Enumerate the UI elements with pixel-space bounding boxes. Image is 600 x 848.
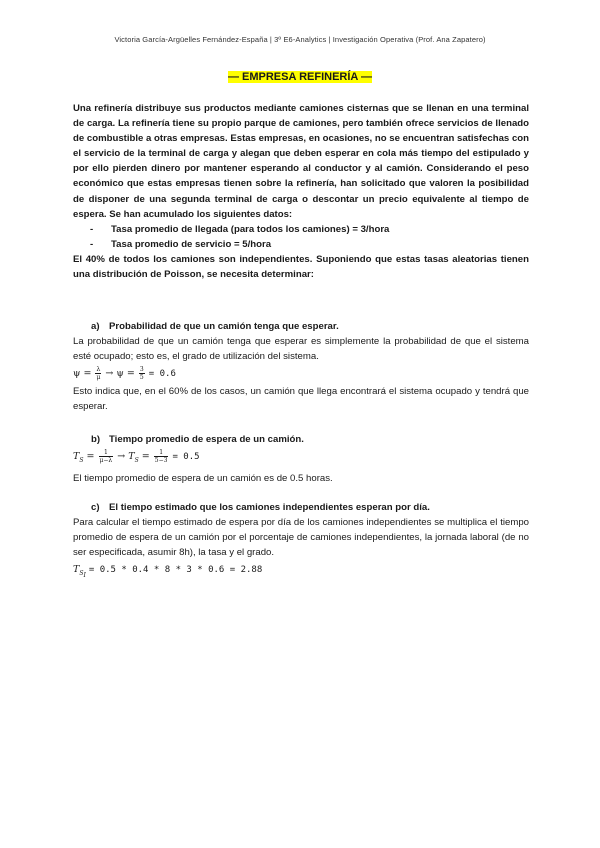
fraction-numerator: λ	[96, 366, 101, 374]
fraction	[99, 449, 114, 464]
title-left-dash: —	[227, 71, 239, 83]
fraction	[139, 366, 145, 381]
section-a	[73, 319, 529, 414]
section-b-number: b)	[91, 434, 101, 445]
fraction-numerator: 1	[99, 449, 114, 457]
section-a-formula	[73, 364, 529, 384]
formula-result: = 0.5	[172, 452, 200, 462]
time-subscript	[79, 570, 86, 580]
subscript-s: S	[79, 570, 84, 578]
equals-sign: =	[83, 368, 92, 380]
time-symbol: T	[73, 451, 80, 462]
section-b	[73, 432, 529, 486]
title-right-dash: —	[361, 71, 373, 83]
equals-sign: =	[141, 451, 150, 462]
section-a-title: Probabilidad de que un camión tenga que esperar.	[109, 321, 339, 332]
section-c	[73, 500, 529, 586]
section-c-formula	[73, 560, 529, 586]
time-symbol: T	[128, 451, 135, 462]
section-b-formula	[73, 447, 529, 471]
section-a-number: a)	[91, 321, 100, 332]
intro-paragraph: Una refinería distribuye sus productos mediante camiones cisternas que se llenan en una terminal de carga. La refinería tiene su propio parque de camiones, pero también ofrece servicios de llenado de combustible a otras empresas. Estas empresas, en ocasiones, no se encuentran satisfechas con el servicio de la terminal de carga y alegan que deben esperar en cola más tiempo del estipulado y por ello pierden dinero por mantener esperando al conductor y al camión. Considerando el peso económico que estas empresas tienen sobre la refinería, han solicitado que valoren la posibilidad de disponer de una segunda terminal de carga o descontar un precio equivalente al tiempo de espera. Se han acumulado los siguientes datos:	[73, 103, 529, 220]
section-a-conclusion: Esto indica que, en el 60% de los casos, un camión que llega encontrará el sistema ocupado y tendrá que esperar.	[73, 386, 529, 413]
section-b-conclusion: El tiempo promedio de espera de un camión es de 0.5 horas.	[73, 472, 333, 484]
section-c-title: El tiempo estimado que los camiones independientes esperan por día.	[109, 502, 430, 513]
equals-sign: =	[126, 368, 135, 380]
document-title	[0, 71, 600, 83]
section-c-heading	[73, 500, 529, 515]
page-header: Victoria García-Argüelles Fernández-España | 3º E6-Analytics | Investigación Operativa (Prof. Ana Zapatero)	[114, 35, 486, 44]
title-text: EMPRESA REFINERÍA	[242, 71, 358, 83]
section-c-text: Para calcular el tiempo estimado de espera por día de los camiones independientes se multiplica el tiempo promedio de espera de un camión por el porcentaje de camiones independientes, la jornada laboral (de no ser especificada, asumir 8h), la tasa y el grado.	[73, 517, 529, 559]
section-b-heading	[73, 432, 529, 447]
equals-sign: =	[86, 451, 95, 462]
data-list	[73, 222, 529, 252]
subscript-i: I	[83, 572, 86, 580]
title-highlight	[228, 71, 372, 83]
psi-symbol: ψ	[73, 368, 81, 380]
fraction-denominator: 5−3	[154, 457, 168, 464]
arrival-rate-text: Tasa promedio de llegada (para todos los camiones) = 3/hora	[111, 223, 390, 235]
intro-closing: El 40% de todos los camiones son independientes. Suponiendo que estas tasas aleatorias tienen una distribución de Poisson, se necesita determinar:	[73, 253, 529, 281]
psi-symbol: ψ	[116, 368, 124, 380]
fraction-numerator: 1	[154, 449, 169, 457]
fraction-numerator: 3	[139, 366, 144, 374]
section-c-number: c)	[91, 502, 100, 513]
fraction-denominator: μ−λ	[99, 457, 113, 464]
problem-statement	[73, 101, 529, 282]
fraction	[95, 366, 101, 381]
fraction	[154, 449, 169, 464]
formula-result: = 0.6	[148, 369, 176, 380]
time-subscript: S	[134, 456, 139, 464]
arrow-symbol: →	[105, 368, 114, 380]
section-a-text: La probabilidad de que un camión tenga que esperar es simplemente la probabilidad de que el sistema esté ocupado; esto es, el grado de utilización del sistema.	[73, 336, 529, 363]
time-subscript: S	[79, 456, 84, 464]
data-list-item: - Tasa promedio de servicio = 5/hora	[90, 238, 272, 250]
fraction-denominator: μ	[96, 374, 101, 382]
section-b-title: Tiempo promedio de espera de un camión.	[109, 434, 304, 445]
arrow-symbol: →	[117, 451, 126, 462]
section-a-heading	[73, 319, 529, 334]
formula-expression: = 0.5 * 0.4 * 8 * 3 * 0.6 = 2.88	[88, 565, 263, 576]
service-rate-text: Tasa promedio de servicio = 5/hora	[111, 238, 272, 250]
fraction-denominator: 5	[139, 374, 144, 382]
time-symbol: T	[73, 564, 80, 576]
data-list-item: - Tasa promedio de llegada (para todos los camiones) = 3/hora	[90, 223, 390, 235]
